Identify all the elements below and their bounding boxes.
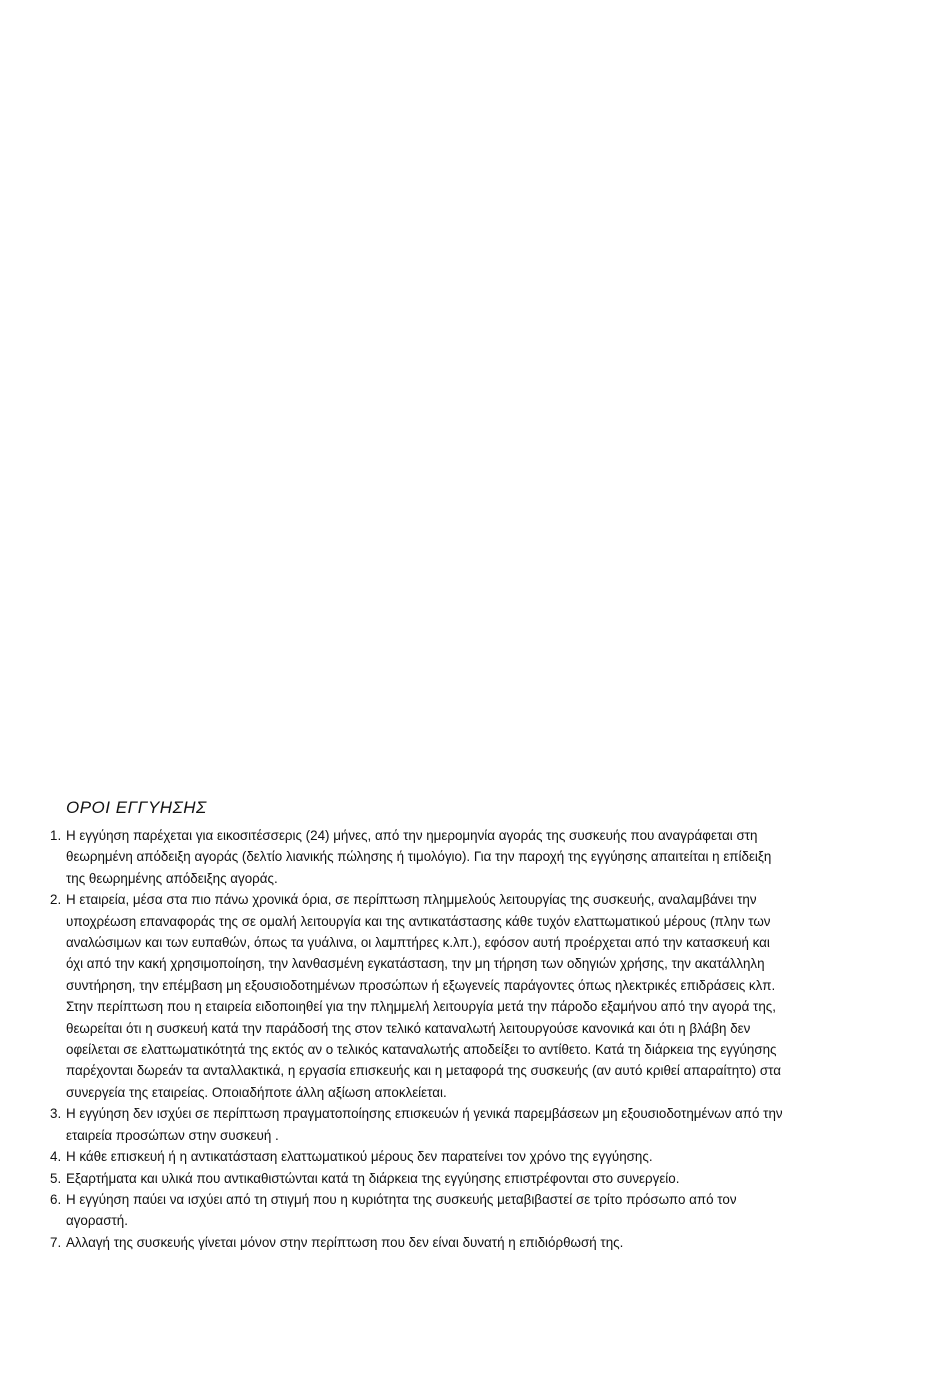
- term-text: Η εγγύηση παύει να ισχύει από τη στιγμή που η κυριότητα της συσκευής μεταβιβαστεί σε τρίτο πρόσωπο από τον αγοραστή.: [66, 1191, 737, 1229]
- term-number: 1.: [50, 828, 62, 843]
- warranty-title: ΟΡΟΙ ΕΓΓΥΗΣΗΣ: [66, 798, 207, 817]
- term-item-4: [50, 1146, 790, 1167]
- term-number: 4.: [50, 1149, 62, 1165]
- term-number: 2.: [50, 892, 62, 908]
- term-text: Αλλαγή της συσκευής γίνεται μόνον στην περίπτωση που δεν είναι δυνατή η επιδιόρθωσή της.: [66, 1234, 624, 1250]
- term-text: Η εγγύηση δεν ισχύει σε περίπτωση πραγματοποίησης επισκευών ή γενικά παρεμβάσεων μη εξουσιοδοτημένων από την εταιρεία προσώπων στην συσκευή .: [66, 1106, 783, 1143]
- term-text: Η εταιρεία, μέσα στα πιο πάνω χρονικά όρια, σε περίπτωση πλημμελούς λειτουργίας της συσκευής, αναλαμβάνει την υποχρέωση επαναφοράς της σε ομαλή λειτουργία και της αντικατάστασης κάθε τυχόν ελαττωματικού μέρους (πλην των αναλώσιμων και των ευπαθών, όπως τα γυάλινα, οι λαμπτήρες κ.λπ.), εφόσον αυτή προέρχεται από την κατασκευή και όχι από την κακή χρησιμοποίηση, την λανθασμένη εγκατάσταση, την μη τήρηση των οδηγιών χρήσης, την ακατάλληλη συντήρηση, την επέμβαση μη εξουσιοδοτημένων προσώπων ή εξωγενείς παράγοντες όπως ηλεκτρικές επιδράσεις κλπ. Στην περίπτωση που η εταιρεία ειδοποιηθεί για την πλημμελή λειτουργία μετά την πάροδο εξαμήνου από την αγορά της, θεωρείται ότι η συσκευή κατά την παράδοσή της στον τελικό καταναλωτή λειτουργούσε κανονικά και ότι η βλάβη δεν οφείλεται σε ελαττωματικότητά της εκτός αν ο τελικός καταναλωτής αποδείξει το αντίθετο. Κατά τη διάρκεια της εγγύησης παρέχονται δωρεάν τα ανταλλακτικά, η εργασία επισκευής και η μεταφορά της συσκευής (αν αυτό κριθεί απαραίτητο) στα συνεργεία της εταιρείας. Οποιαδήποτε άλλη αξίωση αποκλείεται.: [66, 892, 781, 1100]
- term-number: 7.: [50, 1234, 62, 1250]
- terms-list: [50, 825, 790, 1253]
- term-item-7: [50, 1232, 790, 1253]
- term-number: 6.: [50, 1191, 62, 1207]
- term-item-1: [50, 825, 790, 889]
- term-number: 5.: [50, 1170, 62, 1186]
- term-item-6: [50, 1189, 790, 1232]
- term-number: 3.: [50, 1106, 62, 1122]
- term-item-2: [50, 889, 790, 1103]
- term-item-5: [50, 1168, 790, 1189]
- term-text: Εξαρτήματα και υλικά που αντικαθιστώνται κατά τη διάρκεια της εγγύησης επιστρέφονται στο συνεργείο.: [66, 1170, 680, 1186]
- term-item-3: [50, 1103, 790, 1146]
- term-text: Η εγγύηση παρέχεται για εικοσιτέσσερις (24) μήνες, από την ημερομηνία αγοράς της συσκευής που αναγράφεται στη θεωρημένη απόδειξη αγοράς (δελτίο λιανικής πώλησης ή τιμολόγιο). Για την παροχή της εγγύησης απαιτείται η επίδειξη της θεωρημένης απόδειξης αγοράς.: [66, 828, 772, 886]
- term-text: Η κάθε επισκευή ή η αντικατάσταση ελαττωματικού μέρους δεν παρατείνει τον χρόνο της εγγύησης.: [66, 1149, 653, 1165]
- warranty-terms-section: [50, 797, 790, 1253]
